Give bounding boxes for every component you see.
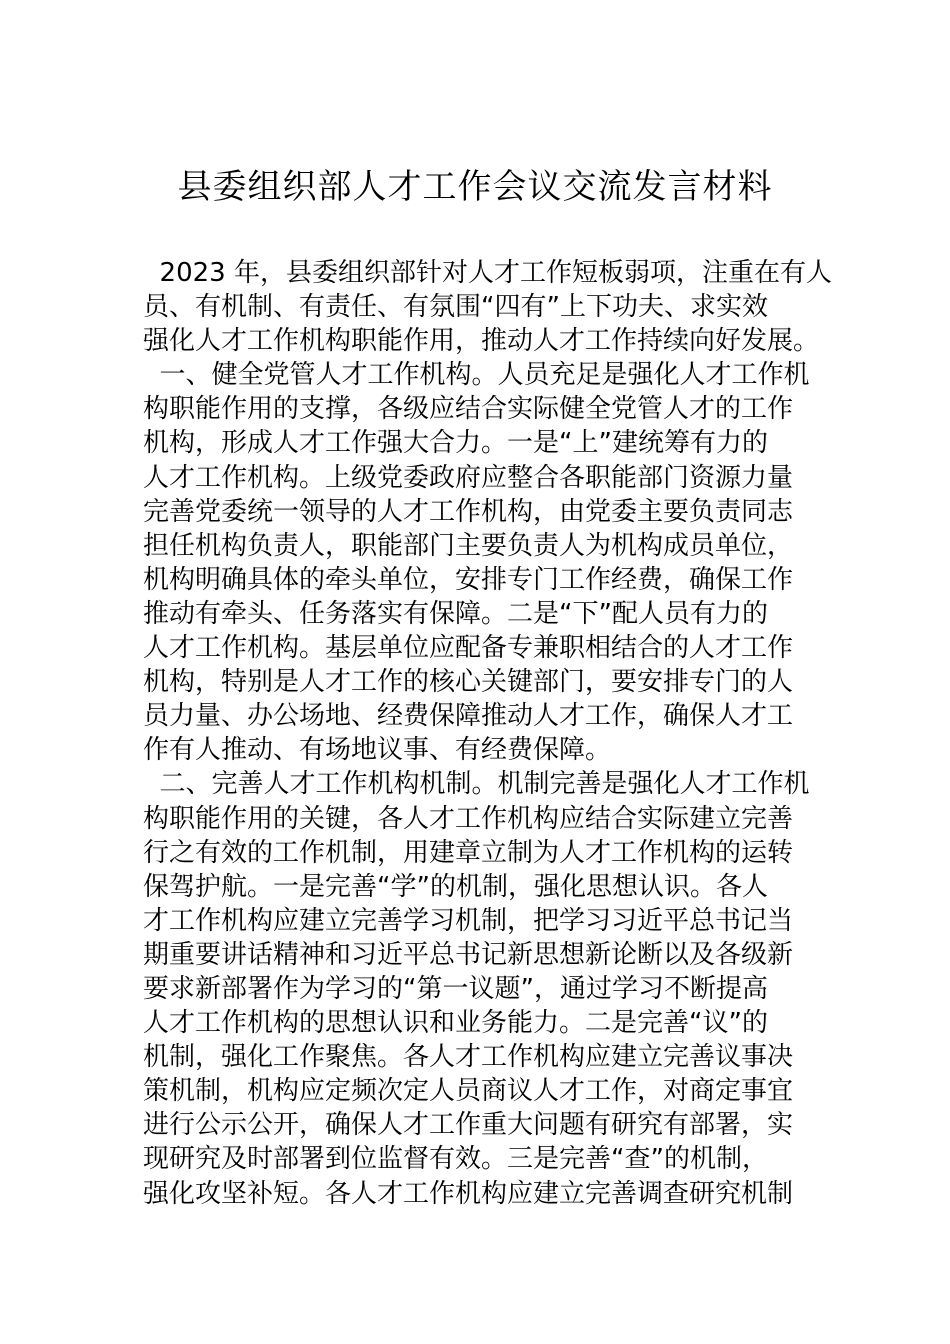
body-line: 二、完善人才工作机构机制。机制完善是强化人才工作机 [143, 769, 810, 800]
body-line: 推动有牵头、任务落实有保障。二是“下”配人员有力的 [143, 598, 768, 629]
body-line: 期重要讲话精神和习近平总书记新思想新论断以及各级新 [143, 939, 794, 970]
body-line: 构职能作用的支撑，各级应结合实际健全党管人才的工作 [143, 394, 794, 425]
body-line: 策机制，机构应定频次定人员商议人才工作，对商定事宜 [143, 1076, 794, 1107]
body-line: 人才工作机构。基层单位应配备专兼职相结合的人才工作 [143, 633, 794, 664]
body-line: 2023 年，县委组织部针对人才工作短板弱项，注重在有人 [143, 258, 832, 288]
body-line: 机制，强化工作聚焦。各人才工作机构应建立完善议事决 [143, 1042, 794, 1073]
body-line: 要求新部署作为学习的“第一议题”，通过学习不断提高 [143, 973, 768, 1004]
document-title: 县委组织部人才工作会议交流发言材料 [177, 167, 773, 207]
body-line: 机构明确具体的牵头单位，安排专门工作经费，确保工作 [143, 564, 794, 595]
body-line: 构职能作用的关键，各人才工作机构应结合实际建立完善 [143, 803, 794, 834]
body-line: 现研究及时部署到位监督有效。三是完善“查”的机制， [143, 1144, 768, 1175]
body-line: 机构，形成人才工作强大合力。一是“上”建统筹有力的 [143, 428, 768, 459]
body-line: 人才工作机构。上级党委政府应整合各职能部门资源力量 [143, 462, 794, 493]
body-line: 完善党委统一领导的人才工作机构，由党委主要负责同志 [143, 496, 794, 527]
document-body [143, 256, 832, 1211]
body-line: 才工作机构应建立完善学习机制，把学习习近平总书记当 [143, 905, 794, 936]
body-line: 机构，特别是人才工作的核心关键部门，要安排专门的人 [143, 667, 794, 698]
body-line: 强化攻坚补短。各人才工作机构应建立完善调查研究机制 [143, 1178, 794, 1209]
body-line: 员、有机制、有责任、有氛围“四有”上下功夫、求实效 [143, 292, 768, 323]
body-line: 一、健全党管人才工作机构。人员充足是强化人才工作机 [143, 360, 810, 391]
body-line: 员力量、办公场地、经费保障推动人才工作，确保人才工 [143, 701, 794, 732]
body-line: 人才工作机构的思想认识和业务能力。二是完善“议”的 [143, 1008, 768, 1039]
body-line: 强化人才工作机构职能作用，推动人才工作持续向好发展。 [143, 326, 820, 357]
body-line: 行之有效的工作机制，用建章立制为人才工作机构的运转 [143, 837, 794, 868]
body-line: 作有人推动、有场地议事、有经费保障。 [143, 735, 612, 766]
body-line: 担任机构负责人，职能部门主要负责人为机构成员单位， [143, 530, 794, 561]
body-line: 进行公示公开，确保人才工作重大问题有研究有部署，实 [143, 1110, 794, 1141]
body-line: 保驾护航。一是完善“学”的机制，强化思想认识。各人 [143, 871, 768, 902]
